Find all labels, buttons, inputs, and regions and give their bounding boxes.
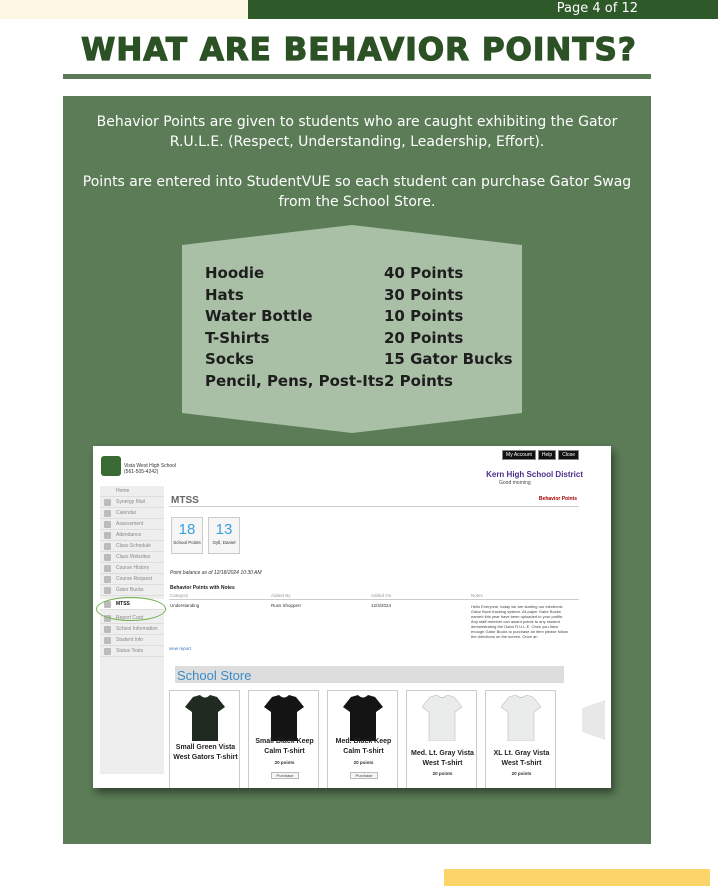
prize-item: T-Shirts	[205, 328, 270, 347]
cell-added-by: Russ Shoppert	[271, 603, 301, 608]
sidebar-item-assessment[interactable]	[100, 519, 164, 530]
greeting: Good morning	[499, 480, 531, 486]
prize-points: 2 Points	[384, 371, 453, 390]
notes-heading: Behavior Points with Notes	[170, 585, 235, 591]
school-name-text: Vista West High School	[124, 463, 177, 469]
top-accent-bar-green	[248, 0, 718, 19]
store-item-name: XL Lt. Gray Vista West T-shirt	[493, 750, 550, 767]
prize-item: Socks	[205, 350, 254, 368]
help-button[interactable]: Help	[538, 450, 556, 460]
title-divider	[63, 74, 651, 79]
sidebar-item-calendar[interactable]	[100, 508, 164, 519]
main-divider	[169, 506, 579, 507]
store-item-card[interactable]	[327, 690, 398, 788]
page-title: WHAT ARE BEHAVIOR POINTS?	[81, 32, 637, 68]
store-item-points: 20 points	[353, 760, 374, 765]
prize-points: 40 Points	[384, 264, 464, 282]
cell-added-on: 12/3/2024	[371, 603, 392, 608]
bucks-icon	[104, 587, 111, 594]
stat-value: 18	[178, 521, 196, 538]
store-item-name: Small Black Keep Calm T-shirt	[255, 738, 314, 755]
top-accent-bar-cream	[0, 0, 248, 19]
store-item-points: 20 points	[274, 760, 295, 765]
history-icon	[104, 565, 111, 572]
request-icon	[104, 576, 111, 583]
purchase-button[interactable]: Purchase	[271, 772, 299, 779]
main-title: MTSS	[171, 495, 199, 506]
intro-paragraph-1: Behavior Points are given to students who are caught exhibiting the Gator R.U.L.E. (Respect, Understanding, Leadership, Effort).	[96, 114, 618, 150]
prize-list	[205, 264, 515, 393]
assessment-icon	[104, 521, 111, 528]
cell-category: Understanding	[170, 603, 200, 608]
sidebar-item-label: Status Tests	[116, 648, 144, 654]
mtss-highlight-circle	[96, 597, 166, 621]
sidebar-item-label: School Information	[116, 626, 158, 632]
prize-row	[205, 286, 515, 308]
store-item-name: Med. Black Keep Calm T-shirt	[335, 738, 392, 755]
cell-notes: Hello Everyone, today we are starting our electronic Gator Buck tracking system. All paper Gator Bucks earned this year have been uploaded to your profile. Any staff member can award points to any student demonstrating the Gator R.U.L.E. Once you have enough Gator Bucks to purchase an item please follow the directions on the screen. Once an	[471, 604, 568, 639]
sidebar-item-label: Report Card	[116, 615, 144, 621]
sidebar-item-class-websites[interactable]	[100, 552, 164, 563]
tshirt-icon	[185, 695, 225, 741]
bottom-accent-bar	[444, 869, 710, 886]
store-item-name: Small Green Vista West Gators T-shirt	[173, 744, 238, 761]
col-added-by: Added By	[271, 593, 291, 598]
sidebar-item-label: Class Websites	[116, 554, 151, 560]
tshirt-icon	[264, 695, 304, 741]
sidebar-item-label: Calendar	[116, 510, 137, 516]
school-name	[124, 463, 176, 475]
sidebar-item-synergy-mail[interactable]	[100, 497, 164, 508]
sidebar-item-label: Student Info	[116, 637, 143, 643]
prize-row	[205, 372, 515, 394]
sidebar-item-school-information[interactable]	[100, 624, 164, 635]
my-account-button[interactable]: My Account	[502, 450, 536, 460]
sidebar-item-label: Gator Bucks	[116, 587, 144, 593]
store-item-card[interactable]	[169, 690, 240, 788]
sidebar	[100, 486, 164, 774]
sidebar-item-status-tests[interactable]	[100, 646, 164, 657]
col-added-on: Added On	[371, 593, 392, 598]
intro-paragraph-2: Points are entered into StudentVUE so each student can purchase Gator Swag from the School Store.	[82, 174, 632, 210]
gator-logo-icon	[101, 456, 121, 476]
close-button[interactable]: Close	[558, 450, 579, 460]
prize-points: 30 Points	[384, 285, 464, 304]
stat-label: School Points	[173, 540, 201, 545]
sidebar-item-label: Class Schedule	[116, 543, 151, 549]
top-button-group	[502, 450, 579, 460]
sidebar-item-label: Home	[116, 488, 130, 494]
page-indicator: Page 4 of 12	[556, 1, 638, 16]
schedule-icon	[104, 543, 111, 550]
prize-points: 10 Points	[384, 307, 464, 325]
sidebar-item-label: Course History	[116, 565, 150, 571]
col-category: Category	[170, 593, 189, 598]
sidebar-item-gator-bucks[interactable]	[100, 585, 164, 596]
studentvue-screenshot	[93, 446, 611, 788]
store-item-card[interactable]	[406, 690, 477, 788]
sidebar-item-label: Assessment	[116, 521, 144, 527]
behavior-points-link[interactable]: Behavior Points	[538, 496, 577, 502]
store-item-card[interactable]	[248, 690, 319, 788]
prize-row	[205, 329, 515, 351]
sidebar-item-attendance[interactable]	[100, 530, 164, 541]
sidebar-item-student-info[interactable]	[100, 635, 164, 646]
tshirt-icon	[343, 695, 383, 741]
website-icon	[104, 554, 111, 561]
tests-icon	[104, 648, 111, 655]
store-item-name: Med. Lt. Gray Vista West T-shirt	[411, 750, 474, 767]
sidebar-item-label: Course Request	[116, 576, 153, 582]
stat-value: 13	[215, 521, 233, 538]
calendar-icon	[104, 510, 111, 517]
prize-item: Pencil, Pens, Post-Its	[205, 371, 384, 390]
tshirt-icon	[501, 695, 541, 741]
stat-box-school-points	[171, 517, 203, 554]
attendance-icon	[104, 532, 111, 539]
prize-item: Water Bottle	[205, 307, 313, 325]
student-icon	[104, 637, 111, 644]
prize-row	[205, 307, 515, 329]
prize-row	[205, 350, 515, 372]
studentvue-header	[93, 446, 611, 486]
mail-icon	[104, 499, 111, 506]
sidebar-item-class-schedule[interactable]	[100, 541, 164, 552]
store-item-points: 20 points	[432, 771, 453, 776]
store-title: School Store	[177, 668, 252, 683]
sidebar-item-label: Attendance	[116, 532, 142, 538]
sidebar-item-label: MTSS	[116, 601, 130, 607]
prize-item: Hats	[205, 285, 244, 304]
tshirt-icon	[422, 695, 462, 741]
store-item-points: 20 points	[511, 771, 532, 776]
purchase-button[interactable]: Purchase	[350, 772, 378, 779]
notes-table-header	[169, 593, 579, 600]
store-item-card[interactable]	[485, 690, 556, 788]
sidebar-item-course-request[interactable]	[100, 574, 164, 585]
view-report-link[interactable]: view report	[169, 646, 192, 651]
school-phone: (561-505-4242)	[124, 469, 159, 475]
sidebar-item-home[interactable]	[100, 486, 164, 497]
prize-row	[205, 264, 515, 286]
prize-points: 15 Gator Bucks	[384, 350, 513, 368]
point-balance: Point balance as of 12/18/2024 10:30 AM	[170, 570, 262, 576]
prize-item: Hoodie	[205, 264, 265, 282]
col-notes: Notes	[471, 593, 483, 598]
sidebar-item-label: Synergy Mail	[116, 499, 145, 505]
prize-points: 20 Points	[384, 328, 464, 347]
stat-box-teacher-points	[208, 517, 240, 554]
school-icon	[104, 626, 111, 633]
sidebar-item-course-history[interactable]	[100, 563, 164, 574]
district-name: Kern High School District	[486, 470, 583, 479]
stat-label: Gyll, Daniel	[212, 540, 236, 545]
